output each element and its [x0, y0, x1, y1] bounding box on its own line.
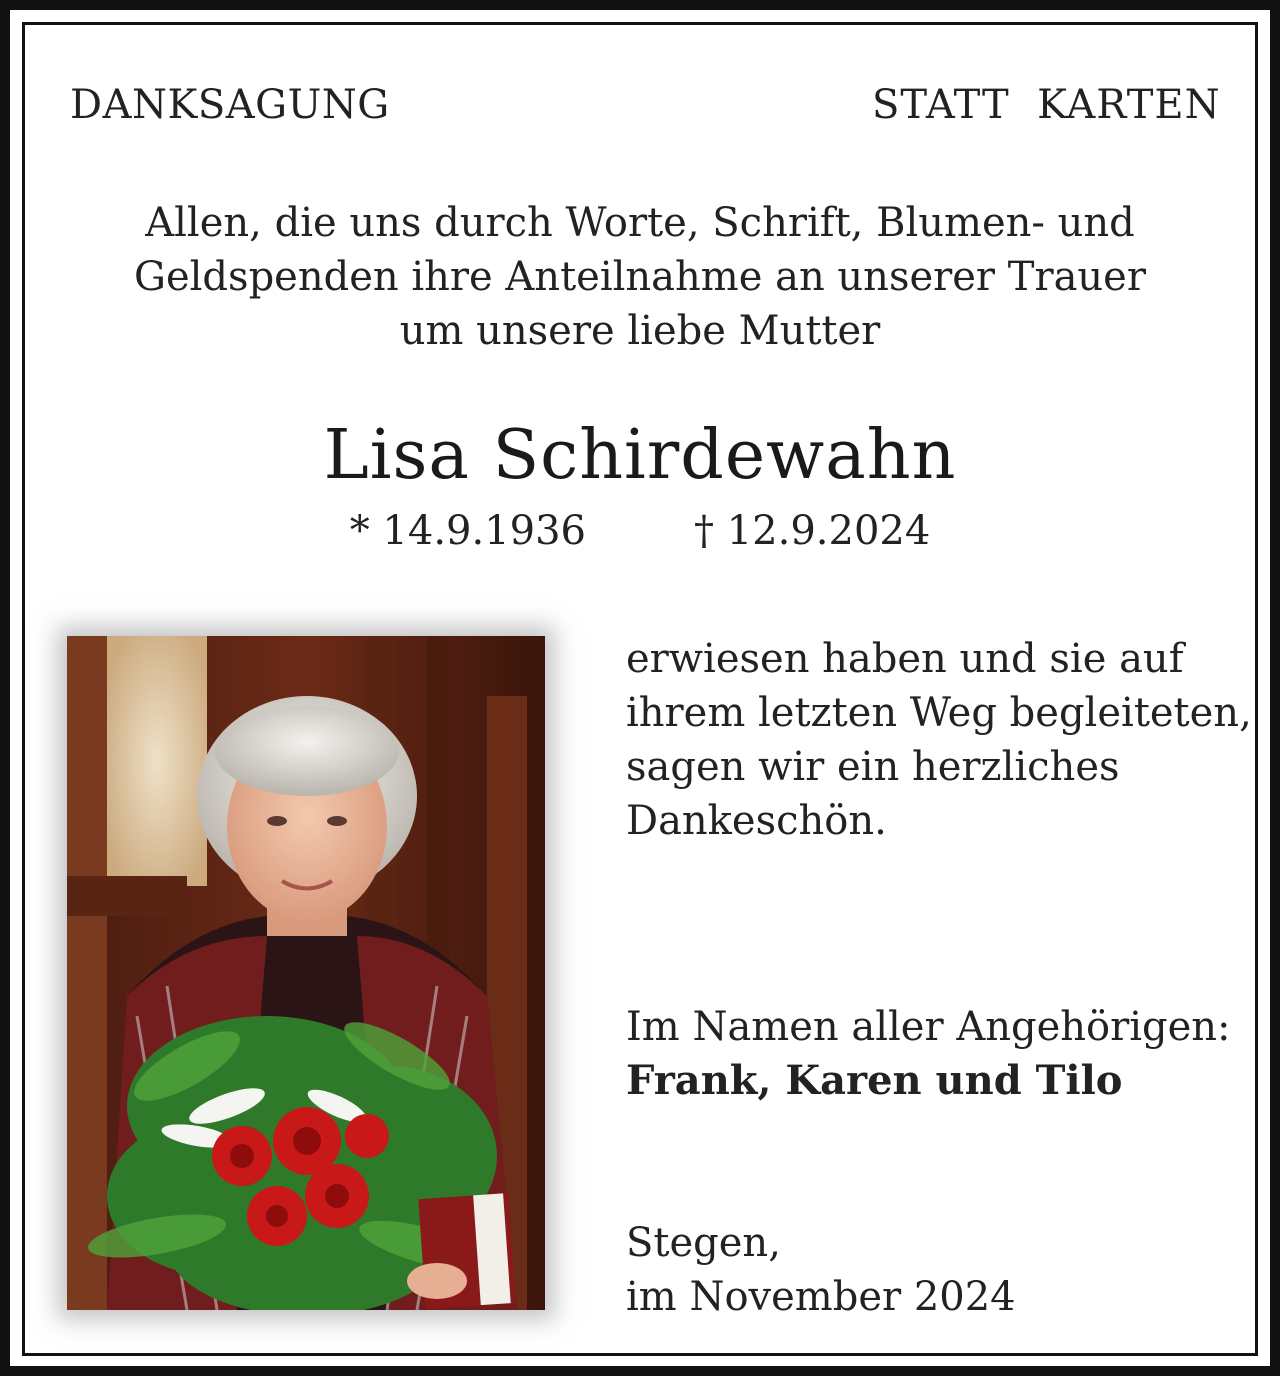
- deceased-name: Lisa Schirdewahn: [323, 416, 957, 495]
- intro-line: Allen, die uns durch Worte, Schrift, Blumen- und: [145, 200, 1135, 246]
- intro-text: [110, 196, 1170, 358]
- intro-line: Geldspenden ihre Anteilnahme an unserer Trauer: [134, 254, 1146, 300]
- life-dates: [0, 508, 1280, 554]
- body-line: ihrem letzten Weg begleiteten,: [626, 690, 1252, 736]
- publication-date: im November 2024: [626, 1274, 1016, 1320]
- signature-intro: Im Namen aller Angehörigen:: [626, 1004, 1231, 1050]
- portrait-photo-icon: [67, 636, 545, 1310]
- birth-date: * 14.9.1936: [349, 508, 586, 554]
- heading-statt-karten: STATT KARTEN: [872, 82, 1221, 128]
- body-line: Dankeschön.: [626, 798, 887, 844]
- heading-danksagung: DANKSAGUNG: [70, 82, 390, 128]
- death-date: † 12.9.2024: [694, 508, 931, 554]
- place-name: Stegen,: [626, 1220, 781, 1266]
- intro-line: um unsere liebe Mutter: [399, 308, 881, 354]
- body-line: sagen wir ein herzliches: [626, 744, 1120, 790]
- signature-names: Frank, Karen und Tilo: [626, 1057, 1123, 1104]
- body-text: [626, 632, 1252, 848]
- signature-block: [626, 1000, 1231, 1108]
- body-line: erwiesen haben und sie auf: [626, 636, 1184, 682]
- portrait-photo: [67, 636, 545, 1310]
- place-date-block: [626, 1216, 1016, 1324]
